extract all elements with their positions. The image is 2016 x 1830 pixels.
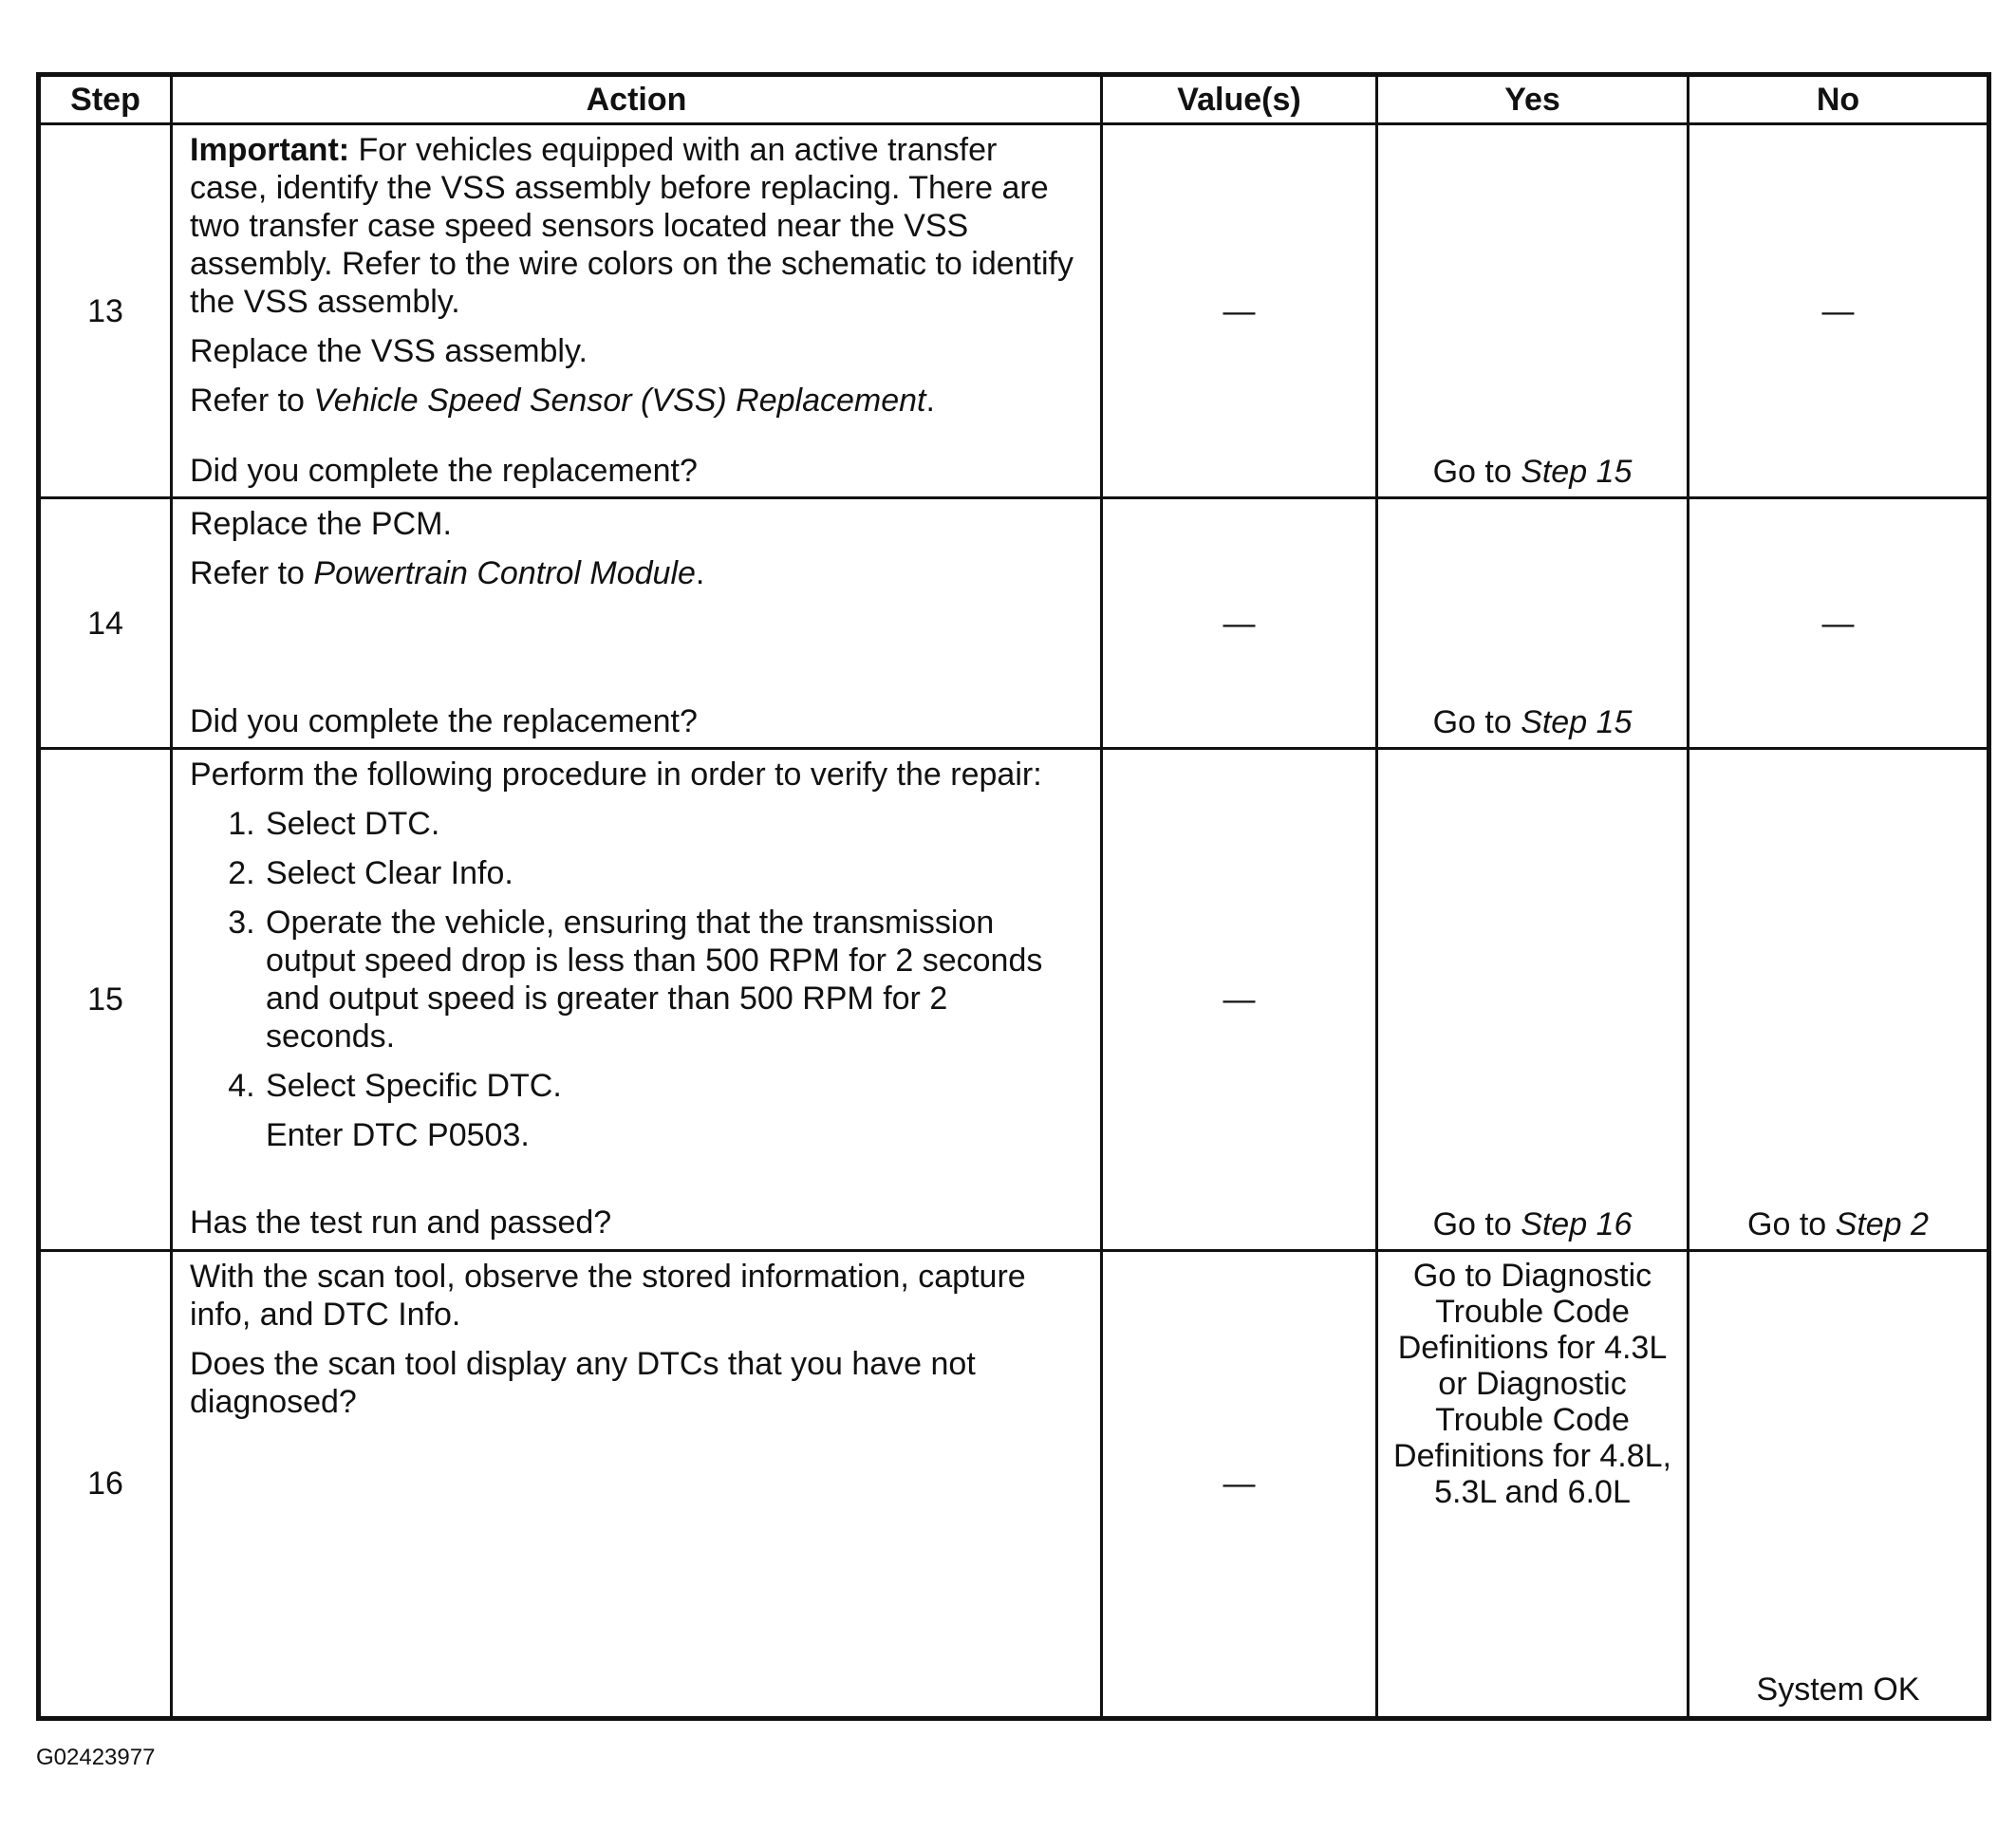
refer-text (190, 554, 1083, 592)
observe-text: With the scan tool, observe the stored information, capture info, and DTC Info. (190, 1258, 1026, 1333)
step-number: 14 (39, 498, 172, 749)
header-yes: Yes (1377, 75, 1689, 124)
goto-prefix: Go to (1432, 454, 1521, 491)
list-item: 3. Operate the vehicle, ensuring that the transmission output speed drop is less than 500 RPM for 2 seconds and output speed is greater than 500 RPM for 2 seconds. (264, 904, 1083, 1055)
table-row-step-13 (39, 124, 1989, 498)
value-cell: — (1102, 749, 1377, 1250)
goto-step-link[interactable]: Step 15 (1521, 454, 1633, 491)
refer-text (190, 382, 1083, 420)
table-row-step-16 (39, 1250, 1989, 1718)
instruction-text: Replace the PCM. (190, 506, 452, 543)
goto-step-link[interactable]: Step 15 (1521, 704, 1633, 741)
list-item: 1. Select DTC. (264, 805, 1083, 843)
no-cell: — (1689, 124, 1989, 498)
system-ok-text: System OK (1756, 1671, 1920, 1708)
refer-suffix: . (695, 555, 705, 592)
procedure-list (190, 805, 1083, 1154)
goto-step-link[interactable]: Step 16 (1521, 1205, 1633, 1242)
refer-prefix: Refer to (190, 383, 314, 419)
goto-prefix: Go to (1747, 1205, 1836, 1242)
yes-cell (1377, 1250, 1689, 1718)
no-cell (1689, 749, 1989, 1250)
value-cell: — (1102, 124, 1377, 498)
yes-cell (1377, 749, 1689, 1250)
step-number: 16 (39, 1250, 172, 1718)
intro-text: Perform the following procedure in order to verify the repair: (190, 756, 1042, 794)
yes-cell (1377, 124, 1689, 498)
yes-goto[interactable] (1378, 1205, 1687, 1249)
diagnostic-table (36, 72, 1991, 1721)
important-note (190, 131, 1083, 321)
header-values: Value(s) (1102, 75, 1377, 124)
refer-link[interactable]: Powertrain Control Module (313, 555, 696, 592)
list-item: 4. Select Specific DTC. (264, 1067, 1083, 1105)
action-cell (172, 749, 1102, 1250)
header-step: Step (39, 75, 172, 124)
refer-link[interactable]: Vehicle Speed Sensor (VSS) Replacement (313, 383, 926, 419)
question-text: Did you complete the replacement? (190, 703, 698, 740)
step-number: 15 (39, 749, 172, 1250)
value-cell: — (1102, 498, 1377, 749)
no-cell: — (1689, 498, 1989, 749)
no-goto[interactable] (1689, 1205, 1987, 1249)
step-number: 13 (39, 124, 172, 498)
header-no: No (1689, 75, 1989, 124)
no-cell (1689, 1250, 1989, 1718)
action-cell (172, 1250, 1102, 1718)
question-text: Has the test run and passed? (190, 1204, 612, 1242)
list-item: 2. Select Clear Info. (264, 854, 1083, 892)
table-row-step-15 (39, 749, 1989, 1250)
yes-goto-definitions[interactable]: Go to Diagnostic Trouble Code Definitions for 4.3L or Diagnostic Trouble Code Definitions for 4.8L, 5.3L and 6.0L (1393, 1257, 1671, 1510)
diagnostic-table-sheet (36, 72, 1987, 1721)
goto-prefix: Go to (1432, 1205, 1521, 1242)
instruction-text: Replace the VSS assembly. (190, 333, 588, 369)
goto-prefix: Go to (1432, 704, 1521, 741)
yes-goto[interactable] (1378, 453, 1687, 496)
important-text: For vehicles equipped with an active transfer case, identify the VSS assembly before replacing. There are two transfer case speed sensors located near the VSS assembly. Refer to the wire colors on the schematic to identify the VSS assembly. (190, 132, 1073, 320)
question-text: Does the scan tool display any DTCs that you have not diagnosed? (190, 1345, 976, 1420)
question-text: Did you complete the replacement? (190, 453, 698, 489)
yes-cell (1377, 498, 1689, 749)
header-action: Action (172, 75, 1102, 124)
refer-suffix: . (925, 383, 935, 419)
action-cell (172, 124, 1102, 498)
action-cell (172, 498, 1102, 749)
yes-goto[interactable] (1378, 703, 1687, 747)
value-cell: — (1102, 1250, 1377, 1718)
important-label: Important: (190, 132, 350, 168)
goto-step-link[interactable]: Step 2 (1835, 1205, 1929, 1242)
refer-prefix: Refer to (190, 555, 314, 592)
header-row (39, 75, 1989, 124)
figure-id: G02423977 (36, 1745, 156, 1770)
table-row-step-14 (39, 498, 1989, 749)
list-item-continuation: Enter DTC P0503. (266, 1117, 530, 1154)
